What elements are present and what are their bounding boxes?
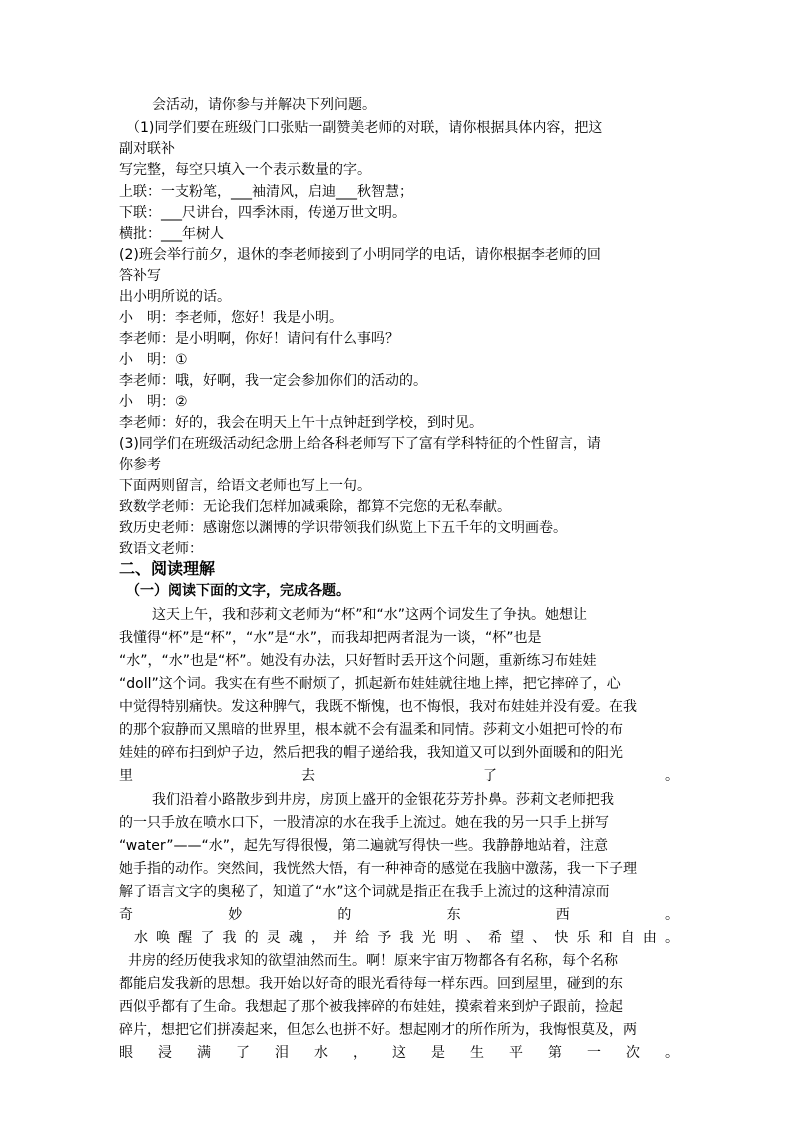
char: 眼 [119, 1045, 133, 1061]
char: 醒 [178, 930, 193, 946]
char: 这 [392, 1045, 406, 1061]
char: 次 [626, 1045, 640, 1061]
char: 自 [620, 930, 635, 946]
couplet-upper: 上联：一支粉笔，___袖清风，启迪___秋智慧； [119, 184, 413, 200]
char: 。 [665, 930, 679, 946]
char: 水 [314, 1045, 328, 1061]
char: 西 [555, 907, 570, 923]
char: 了 [483, 768, 497, 784]
message-line: 致语文老师： [119, 541, 203, 557]
char: 并 [333, 930, 348, 946]
char: 、 [532, 930, 547, 946]
char: ， [353, 1045, 367, 1061]
char: 明 [443, 930, 458, 946]
char: 的 [244, 930, 259, 946]
char: ， [311, 930, 325, 946]
char: 给 [355, 930, 370, 946]
text-line: 副对联补 [119, 141, 175, 157]
passage-line: 的一只手放在喷水口下，一股清凉的水在我手上流过。她在我的另一只手上拼写 [119, 815, 609, 831]
char: 平 [509, 1045, 523, 1061]
char: 东 [446, 907, 461, 923]
passage-line: 我们沿着小路散步到井房，房顶上盛开的金银花芬芳扑鼻。莎莉文老师把我 [152, 792, 614, 808]
char: 我 [222, 930, 237, 946]
text-line: 会活动，请你参与并解决下列问题。 [152, 97, 376, 113]
passage-line: 中觉得特别痛快。发这种脾气，我既不惭愧，也不悔恨，我对布娃娃并没有爱。在我 [119, 699, 637, 715]
passage-line: 都能启发我新的思想。我开始以好奇的眼光看待每一样东西。回到屋里，碰到的东 [119, 976, 623, 992]
char: 由 [642, 930, 657, 946]
passage-line-justified [119, 904, 679, 927]
char: 是 [431, 1045, 445, 1061]
passage-line: “water”——“水”，起先写得很慢，第二遍就写得快一些。我静静地站着，注意 [119, 838, 608, 854]
char: 乐 [576, 930, 591, 946]
text-line: 下面两则留言，给语文老师也写上一句。 [119, 478, 371, 494]
char: 浸 [158, 1045, 172, 1061]
passage-line: 娃娃的碎布扫到炉子边，然后把我的帽子递给我，我知道又可以到外面暖和的阳光 [119, 745, 623, 761]
char: 我 [399, 930, 414, 946]
char: 和 [598, 930, 613, 946]
couplet-horizontal: 横批：___年树人 [119, 226, 224, 242]
text-line: 你参考 [119, 457, 161, 473]
passage-line: 碎片，想把它们拼凑起来，但怎么也拼不好。想起刚才的所作所为，我悔恨莫及，两 [119, 1022, 637, 1038]
dialogue-line: 李老师：哦，好啊，我一定会参加你们的活动的。 [119, 373, 427, 389]
couplet-lower: 下联：___尺讲台，四季沐雨，传递万世文明。 [119, 205, 406, 221]
passage-line: “doll”这个词。我实在有些不耐烦了，抓起新布娃娃就往地上摔，把它摔碎了，心 [119, 676, 621, 692]
dialogue-line: 小 明：李老师，您好！我是小明。 [119, 310, 343, 326]
char: 去 [301, 768, 315, 784]
passage-line: 西似乎都有了生命。我想起了那个被我摔碎的布娃娃，摸索着来到炉子跟前，捡起 [119, 999, 623, 1015]
char: 快 [554, 930, 569, 946]
char: 望 [510, 930, 525, 946]
char: 水 [134, 930, 148, 946]
char: 妙 [228, 907, 243, 923]
char: 奇 [119, 907, 133, 923]
message-line: 致数学老师：无论我们怎样加减乘除，都算不完您的无私奉献。 [119, 499, 511, 515]
passage-line-justified [119, 1042, 679, 1065]
passage-line-justified [134, 927, 679, 950]
question-2: (2)班会举行前夕，退休的李老师接到了小明同学的电话，请你根据李老师的回 [119, 247, 601, 263]
char: 生 [470, 1045, 484, 1061]
question-3: (3)同学们在班级活动纪念册上给各科老师写下了富有学科特征的个性留言，请 [119, 436, 601, 452]
passage-line-justified [119, 765, 679, 788]
char: 了 [236, 1045, 250, 1061]
dialogue-line: 李老师：好的，我会在明天上午十点钟赶到学校，到时见。 [119, 415, 483, 431]
char: 。 [664, 907, 679, 923]
question-1: （1)同学们要在班级门口张贴一副赞美老师的对联，请你根据具体内容，把这 [126, 120, 603, 136]
text-line: 答补写 [119, 268, 161, 284]
message-line: 致历史老师：感谢您以渊博的学识带领我们纵览上下五千年的文明画卷。 [119, 520, 567, 536]
section-subheading: （一）阅读下面的文字，完成各题。 [126, 583, 350, 599]
char: 一 [587, 1045, 601, 1061]
char: 。 [665, 768, 679, 784]
char: 、 [465, 930, 480, 946]
passage-line: 解了语言文字的奥秘了，知道了“水”这个词就是指正在我手上流过的这种清凉而 [119, 884, 610, 900]
passage-line: 我懂得“杯”是“杯”，“水”是“水”，而我却把两者混为一谈，“杯”也是 [119, 630, 542, 646]
dialogue-line: 小 明：② [119, 394, 188, 410]
char: 予 [377, 930, 392, 946]
text-line: 出小明所说的话。 [119, 289, 231, 305]
char: 希 [488, 930, 502, 946]
char: 第 [548, 1045, 562, 1061]
char: 满 [197, 1045, 211, 1061]
char: 里 [119, 768, 133, 784]
char: 魂 [288, 930, 303, 946]
passage-line: “水”，“水”也是“杯”。她没有办法，只好暂时丢开这个问题，重新练习布娃娃 [119, 653, 597, 669]
passage-line: 她手指的动作。突然间，我恍然大悟，有一种神奇的感觉在我脑中激荡，我一下子理 [119, 861, 637, 877]
passage-line: 的那个寂静而又黑暗的世界里，根本就不会有温柔和同情。莎莉文小姐把可怜的布 [119, 722, 623, 738]
dialogue-line: 李老师：是小明啊，你好！请问有什么事吗？ [119, 331, 399, 347]
section-heading: 二、阅读理解 [119, 559, 216, 578]
char: 灵 [266, 930, 281, 946]
char: 光 [421, 930, 436, 946]
text-line: 写完整，每空只填入一个表示数量的字。 [119, 162, 371, 178]
passage-line: 这天上午，我和莎莉文老师为“杯”和“水”这两个词发生了争执。她想让 [152, 607, 588, 623]
char: 泪 [275, 1045, 289, 1061]
char: 了 [200, 930, 215, 946]
dialogue-line: 小 明：① [119, 352, 188, 368]
char: 唤 [156, 930, 171, 946]
char: 的 [337, 907, 352, 923]
passage-line: 井房的经历使我求知的欲望油然而生。啊！原来宇宙万物都各有名称，每个名称 [128, 953, 618, 969]
char: 。 [665, 1045, 679, 1061]
